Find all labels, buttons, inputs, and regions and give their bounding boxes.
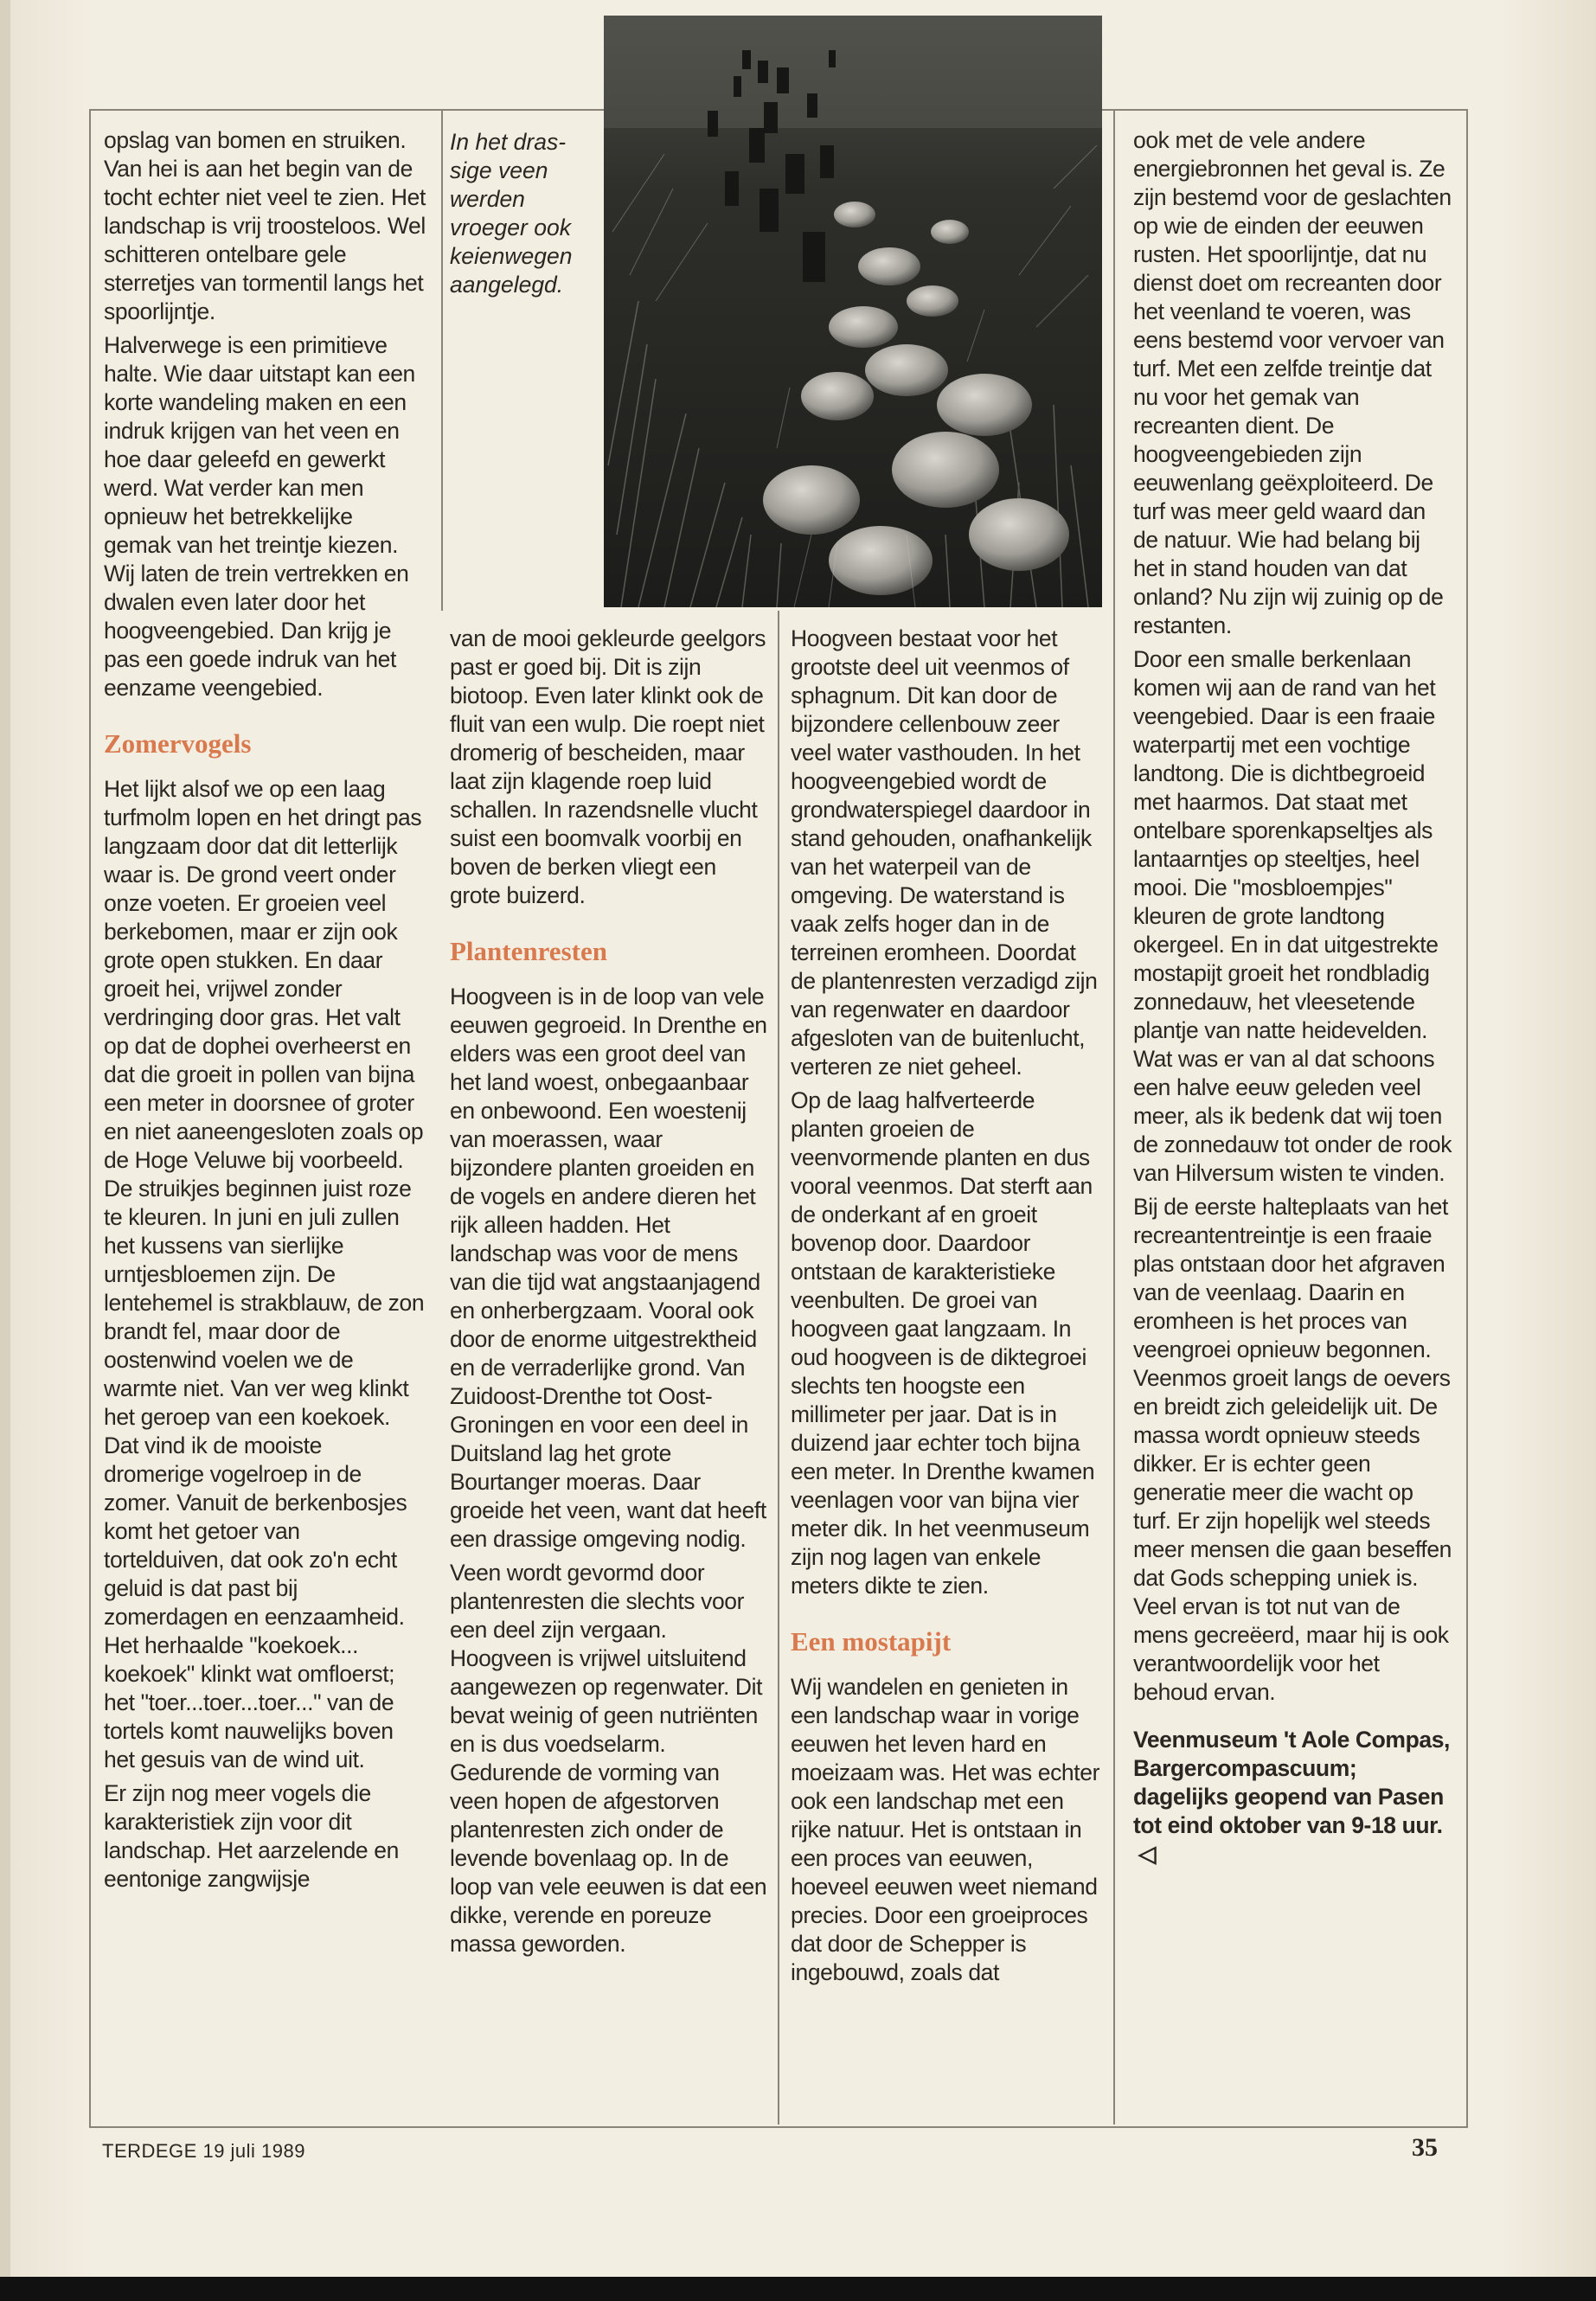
paragraph: Wij wandelen en genieten in een landschap waar in vorige eeuwen het leven hard en moeizaam was. Het was echter ook een landschap met een rijke natuur. Het is ontstaan in een proces van eeuwen, hoeveel eeuwen weet niemand precies. Door een groeiproces dat door de Schepper is ingebouwd, zoals dat — [791, 1674, 1099, 1985]
page-number: 35 — [1412, 2133, 1438, 2162]
end-of-article-icon: ◁ — [1138, 1841, 1156, 1867]
peat-road-photo — [604, 16, 1102, 607]
paragraph: Op de laag halfverteerde planten groeien de veenvormende planten en dus vooral veenmos. Dat sterft aan de onderkant af en groeit bovenop door. Daardoor ontstaan de karakteristieke veenbulten. De groei van hoogveen gaat langzaam. In oud hoogveen is de diktegroei slechts ten hoogste een millimeter per jaar. Dat is in duizend jaar echter toch bijna een meter. In Drenthe kwamen veenlagen voor van bijna vier meter dik. In het veenmuseum zijn nog lagen van enkele meters dikte te zien. — [791, 1087, 1095, 1599]
column-2 — [450, 625, 768, 1964]
paragraph: Er zijn nog meer vogels die karakteristiek zijn voor dit landschap. Het aarzelende en eentonige zangwijsje — [104, 1780, 399, 1892]
scan-edge — [0, 2277, 1596, 2301]
paragraph: opslag van bomen en struiken. Van hei is aan het begin van de tocht echter niet veel te zien. Het landschap is vrij troosteloos. Wel schitteren ontelbare gele sterretjes van tormentil langs het spoorlijntje. — [104, 127, 426, 324]
column-4 — [1133, 126, 1455, 1874]
boulder-path-image — [604, 16, 1102, 607]
publication-footer: TERDEGE 19 juli 1989 — [102, 2140, 305, 2162]
section-heading: Zomervogels — [104, 728, 252, 759]
paragraph: Door een smalle berkenlaan komen wij aan de rand van het veengebied. Daar is een fraaie waterpartij met een vochtige landtong. Die is dichtbegroeid met haarmos. Dat staat met ontelbare sporenkapseltjes als lantaarntjes op steeltjes, heel mooi. Die "mosbloempjes" kleuren de grote landtong okergeel. En in dat uitgestrekte mostapijt groeit het rondbladig zonnedauw, het vleesetende plantje van natte heidevelden. Wat was er van al dat schoons een halve eeuw geleden veel meer, als ik bedenk dat wij toen de zonnedauw tot onder de rook van Hilversum wisten te vinden. — [1133, 646, 1452, 1186]
paragraph: Hoogveen bestaat voor het grootste deel uit veenmos of sphagnum. Dit kan door de bijzondere cellenbouw zeer veel water vasthouden. In het hoogveengebied wordt de grondwaterspiegel daardoor in stand gehouden, onafhankelijk van het waterpeil van de omgeving. De waterstand is vaak zelfs hoger dan in de terreinen eromheen. Doordat de plantenresten verzadigd zijn van regenwater en daardoor afgesloten van de buitenlucht, verteren ze niet geheel. — [791, 625, 1098, 1080]
paragraph: Het lijkt alsof we op een laag turfmolm lopen en het dringt pas langzaam door dat dit letterlijk waar is. De grond veert onder onze voeten. Er groeien veel berkebomen, maar er zijn ook grote open stukken. En daar groeit hei, vrijwel zonder verdringing door gras. Het valt op dat de dophei overheerst en dat die groeit in pollen van bijna een meter in doorsnee of groter en niet aaneengesloten zoals op de Hoge Veluwe bij voorbeeld. De struikjes beginnen juist roze te kleuren. In juni en juli zullen het kussens van sierlijke urntjesbloemen zijn. De lentehemel is strakblauw, de zon brandt fel, maar door de oostenwind voelen we de warmte niet. Van ver weg klinkt het geroep van een koekoek. Dat vind ik de mooiste dromerige vogelroep in de zomer. Vanuit de berkenbosjes komt het getoer van tortelduiven, dat ook zo'n echt geluid is dat past bij zomerdagen en eenzaamheid. Het herhaalde "koekoek... koekoek" klinkt wat omfloerst; het "toer...toer...toer..." van de tortels komt nauwelijks boven het gesuis van de wind uit. — [104, 776, 425, 1772]
column-divider — [778, 611, 779, 2125]
column-1 — [104, 126, 426, 1899]
paragraph: van de mooi gekleurde geelgors past er goed bij. Dit is zijn biotoop. Even later klinkt ook de fluit van een wulp. Die roept niet dromerig of bescheiden, maar laat zijn klagende roep luid schallen. In razendsnelle vlucht suist een boomvalk voorbij en boven de berken vliegt een grote buizerd. — [450, 625, 766, 908]
section-heading: Plantenresten — [450, 936, 607, 966]
photo-caption: In het dras-sige veen werden vroeger ook keienwegen aangelegd. — [450, 129, 573, 298]
paragraph: Bij de eerste halteplaats van het recreantentreintje is een fraaie plas ontstaan door het afgraven van de veenlaag. Daarin en eromheen is het proces van veengroei opnieuw begonnen. Veenmos groeit langs de oevers en breidt zich geleidelijk uit. De massa wordt opnieuw steeds dikker. Er is echter geen generatie meer die wacht op turf. Er zijn hopelijk wel steeds meer mensen die gaan beseffen dat Gods schepping uniek is. Veel ervan is tot nut van de mens gecreëerd, maar hij is ook verantwoordelijk voor het behoud ervan. — [1133, 1194, 1452, 1705]
section-heading: Een mostapijt — [791, 1626, 952, 1657]
paragraph: Hoogveen is in de loop van vele eeuwen gegroeid. In Drenthe en elders was een groot deel van het land woest, onbegaanbaar en onbewoond. Een woestenij van moerassen, waar bijzondere planten groeiden en de vogels en andere dieren het rijk alleen hadden. Het landschap was voor de mens van die tijd wat angstaanjagend en onherbergzaam. Vooral ook door de enorme uitgestrektheid en de verraderlijke grond. Van Zuidoost-Drenthe tot Oost-Groningen en voor een deel in Duitsland lag het grote Bourtanger moeras. Daar groeide het veen, want dat heeft een drassige omgeving nodig. — [450, 984, 767, 1552]
museum-info — [1133, 1726, 1455, 1868]
museum-info-text: Veenmuseum 't Aole Compas, Bargercompascuum; dagelijks geopend van Pasen tot eind oktober van 9-18 uur. — [1133, 1727, 1451, 1838]
column-3 — [791, 625, 1104, 1992]
paragraph: ook met de vele andere energiebronnen het geval is. Ze zijn bestemd voor de geslachten op wie de einden der eeuwen rusten. Het spoorlijntje, dat nu dienst doet om recreanten door het veenland te voeren, was eens bestemd voor vervoer van turf. Met een zelfde treintje dat nu voor het gemak van recreanten dient. De hoogveengebieden zijn eeuwenlang geëxploiteerd. De turf was meer geld waard dan de natuur. Wie had belang bij het in stand houden van dat onland? Nu zijn wij zuinig op de restanten. — [1133, 127, 1452, 638]
column-divider — [1113, 109, 1115, 2125]
paragraph: Halverwege is een primitieve halte. Wie daar uitstapt kan een korte wandeling maken en een indruk krijgen van het veen en hoe daar geleefd en gewerkt werd. Wat verder kan men opnieuw het betrekkelijke gemak van het treintje kiezen. Wij laten de trein vertrekken en dwalen even later door het hoogveengebied. Dan krijg je pas een goede indruk van het eenzame veengebied. — [104, 332, 415, 701]
page-edge — [0, 0, 10, 2301]
paragraph: Veen wordt gevormd door plantenresten die slechts voor een deel zijn vergaan. Hoogveen is vrijwel uitsluitend aangewezen op regenwater. Dit bevat weinig of geen nutriënten en is dus voedselarm. Gedurende de vorming van veen hopen de afgestorven plantenresten zich onder de levende bovenlaag op. In de loop van vele eeuwen is dat een dikke, verende en poreuze massa geworden. — [450, 1560, 767, 1957]
column-divider — [441, 109, 443, 611]
